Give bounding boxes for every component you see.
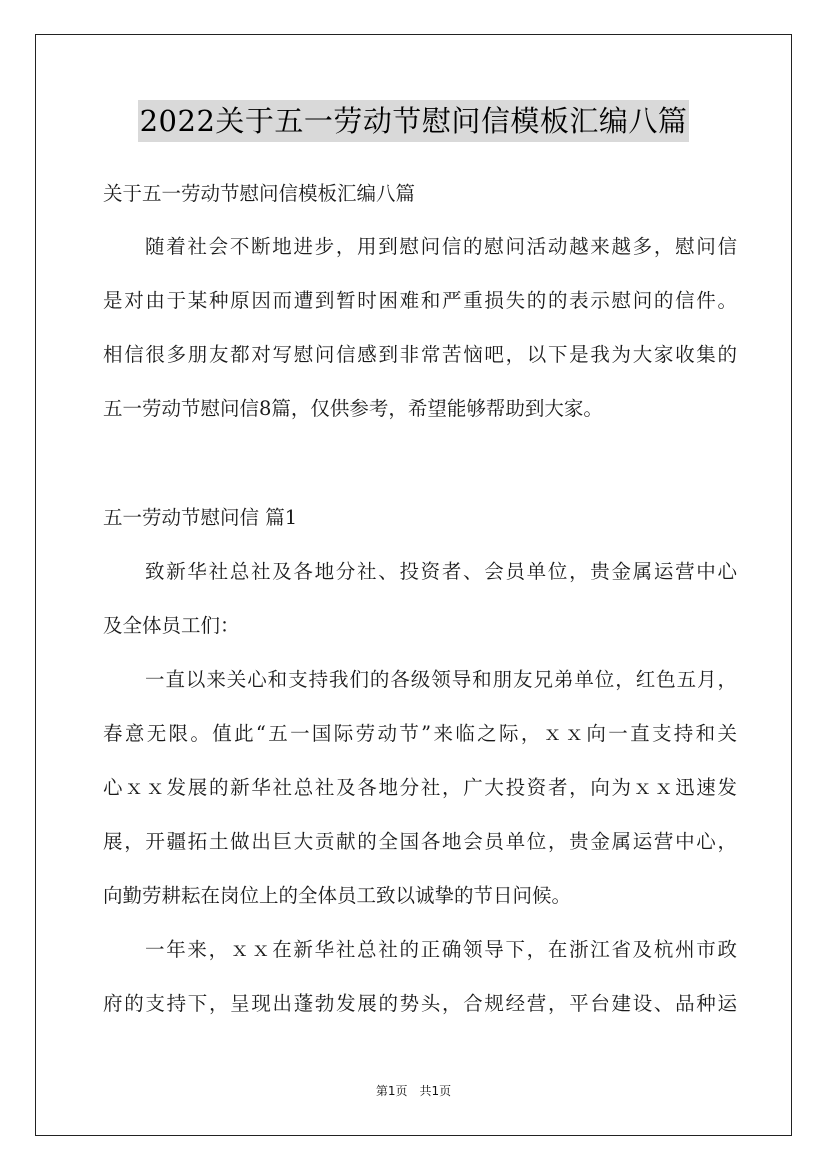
letter-line: 府的支持下，呈现出蓬勃发展的势头，合规经营，平台建设、品种运 — [103, 992, 737, 1015]
letter-line: 向勤劳耕耘在岗位上的全体员工致以诚挚的节日问候。 — [103, 884, 572, 907]
intro-line: 相信很多朋友都对写慰问信感到非常苦恼吧，以下是我为大家收集的 — [103, 343, 737, 366]
letter-line: 展，开疆拓土做出巨大贡献的全国各地会员单位，贵金属运营中心， — [103, 830, 737, 853]
letter-line: 心ｘｘ发展的新华社总社及各地分社，广大投资者，向为ｘｘ迅速发 — [103, 776, 737, 799]
document-subtitle: 关于五一劳动节慰问信模板汇编八篇 — [103, 182, 416, 205]
letter-line: 一年来，ｘｘ在新华社总社的正确领导下，在浙江省及杭州市政 — [145, 938, 737, 961]
letter-line: 一直以来关心和支持我们的各级领导和朋友兄弟单位，红色五月， — [145, 668, 737, 691]
intro-line: 是对由于某种原因而遭到暂时困难和严重损失的的表示慰问的信件。 — [103, 289, 737, 312]
section-heading: 五一劳动节慰问信 篇1 — [103, 506, 298, 529]
intro-line: 随着社会不断地进步，用到慰问信的慰问活动越来越多，慰问信 — [145, 235, 737, 258]
letter-line: 及全体员工们： — [103, 614, 240, 637]
intro-line: 五一劳动节慰问信8篇，仅供参考，希望能够帮助到大家。 — [103, 397, 603, 420]
letter-line: 春意无限。值此“五一国际劳动节”来临之际，ｘｘ向一直支持和关 — [103, 722, 737, 745]
title-container — [0, 100, 827, 142]
page-number-footer: 第1页 共1页 — [375, 1084, 452, 1098]
letter-line: 致新华社总社及各地分社、投资者、会员单位，贵金属运营中心 — [145, 560, 737, 583]
document-title: 2022关于五一劳动节慰问信模板汇编八篇 — [138, 100, 690, 142]
